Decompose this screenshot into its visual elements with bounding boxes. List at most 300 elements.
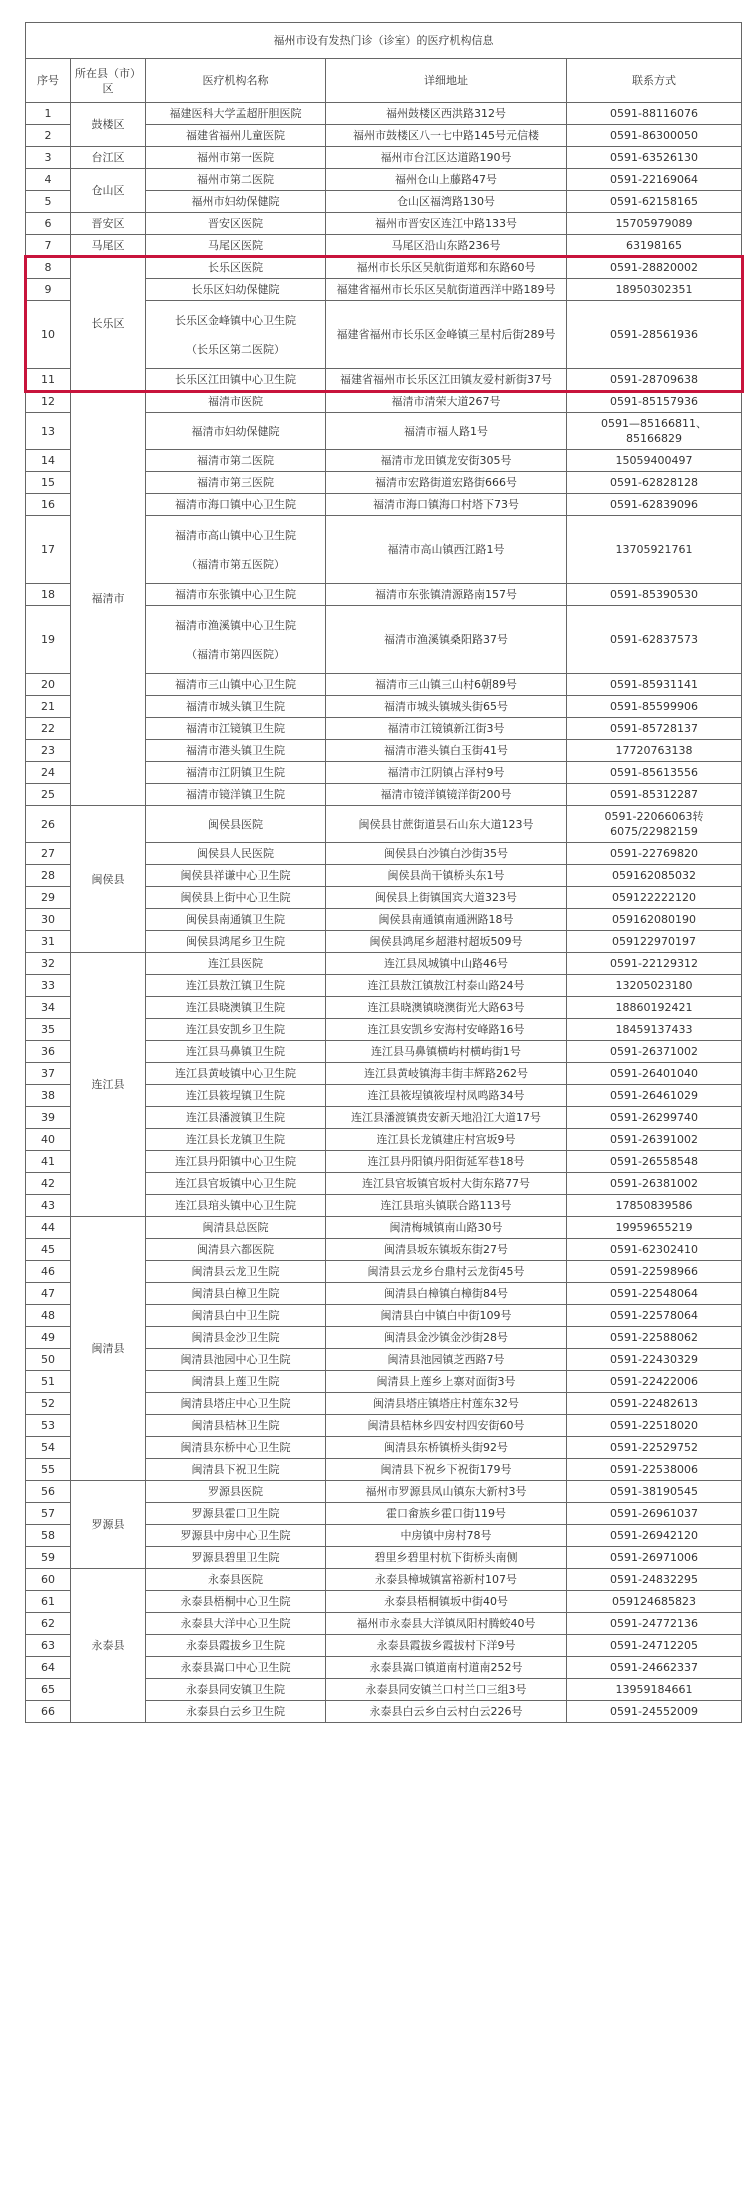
facility-name: 福州市第二医院 xyxy=(146,169,326,191)
facility-phone: 0591-26299740 xyxy=(567,1107,742,1129)
row-number: 5 xyxy=(26,191,71,213)
phone-line1: 0591—85166811、 xyxy=(601,417,708,430)
phone-line2: 6075/22982159 xyxy=(610,825,698,838)
row-number: 26 xyxy=(26,806,71,843)
facility-address: 闽侯县上街镇国宾大道323号 xyxy=(326,887,567,909)
facility-phone: 0591-24552009 xyxy=(567,1701,742,1723)
row-number: 13 xyxy=(26,413,71,450)
facility-phone: 0591-26391002 xyxy=(567,1129,742,1151)
facility-address: 福建省福州市长乐区金峰镇三星村后街289号 xyxy=(326,301,567,369)
facility-name: 福清市第三医院 xyxy=(146,472,326,494)
table-title: 福州市设有发热门诊（诊室）的医疗机构信息 xyxy=(26,23,742,59)
hospital-table xyxy=(25,22,742,1723)
facility-address: 福清市江镜镇新江街3号 xyxy=(326,718,567,740)
facility-name: 闽清县六都医院 xyxy=(146,1239,326,1261)
facility-phone: 0591-22169064 xyxy=(567,169,742,191)
facility-name: 永泰县医院 xyxy=(146,1569,326,1591)
facility-address: 福清市海口镇海口村塔下73号 xyxy=(326,494,567,516)
facility-address: 福清市三山镇三山村6朝89号 xyxy=(326,674,567,696)
row-number: 22 xyxy=(26,718,71,740)
row-number: 48 xyxy=(26,1305,71,1327)
facility-name: 闽清县云龙卫生院 xyxy=(146,1261,326,1283)
row-number: 39 xyxy=(26,1107,71,1129)
row-number: 64 xyxy=(26,1657,71,1679)
facility-name: 福州市第一医院 xyxy=(146,147,326,169)
facility-address: 闽清县池园镇芝西路7号 xyxy=(326,1349,567,1371)
district-cell: 闽清县 xyxy=(71,1217,146,1481)
facility-address: 永泰县嵩口镇道南村道南252号 xyxy=(326,1657,567,1679)
facility-name: 罗源县碧里卫生院 xyxy=(146,1547,326,1569)
facility-name: 永泰县梧桐中心卫生院 xyxy=(146,1591,326,1613)
table-caption-row xyxy=(26,23,742,59)
facility-address: 永泰县同安镇兰口村兰口三组3号 xyxy=(326,1679,567,1701)
row-number: 1 xyxy=(26,103,71,125)
facility-address: 闽清县白樟镇白樟街84号 xyxy=(326,1283,567,1305)
table-row xyxy=(26,257,742,279)
facility-name: 闽清县总医院 xyxy=(146,1217,326,1239)
row-number: 49 xyxy=(26,1327,71,1349)
facility-name: 闽侯县上街中心卫生院 xyxy=(146,887,326,909)
facility-phone: 13205023180 xyxy=(567,975,742,997)
header-name: 医疗机构名称 xyxy=(146,59,326,103)
facility-name: 连江县医院 xyxy=(146,953,326,975)
facility-name: 连江县官坂镇中心卫生院 xyxy=(146,1173,326,1195)
facility-address: 闽清县坂东镇坂东街27号 xyxy=(326,1239,567,1261)
facility-name: 福清市海口镇中心卫生院 xyxy=(146,494,326,516)
row-number: 11 xyxy=(26,369,71,391)
phone-line2: 85166829 xyxy=(626,432,683,445)
row-number: 52 xyxy=(26,1393,71,1415)
row-number: 34 xyxy=(26,997,71,1019)
row-number: 28 xyxy=(26,865,71,887)
table-row xyxy=(26,1217,742,1239)
facility-name xyxy=(146,606,326,674)
facility-phone: 0591-22422006 xyxy=(567,1371,742,1393)
facility-address: 福清市镜洋镇镜洋街200号 xyxy=(326,784,567,806)
facility-name xyxy=(146,301,326,369)
facility-name: 连江县长龙镇卫生院 xyxy=(146,1129,326,1151)
facility-phone: 18459137433 xyxy=(567,1019,742,1041)
facility-phone: 0591-26558548 xyxy=(567,1151,742,1173)
facility-phone: 059122970197 xyxy=(567,931,742,953)
facility-phone: 0591-62158165 xyxy=(567,191,742,213)
facility-name-line2: （长乐区第二医院） xyxy=(186,342,285,356)
facility-phone: 0591-85312287 xyxy=(567,784,742,806)
facility-name: 长乐区江田镇中心卫生院 xyxy=(146,369,326,391)
district-cell: 台江区 xyxy=(71,147,146,169)
facility-address: 闽清县云龙乡台鼎村云龙街45号 xyxy=(326,1261,567,1283)
facility-phone: 0591-22769820 xyxy=(567,843,742,865)
row-number: 44 xyxy=(26,1217,71,1239)
row-number: 50 xyxy=(26,1349,71,1371)
facility-address: 连江县长龙镇建庄村宫坂9号 xyxy=(326,1129,567,1151)
row-number: 62 xyxy=(26,1613,71,1635)
facility-address: 福州市鼓楼区八一七中路145号元信楼 xyxy=(326,125,567,147)
row-number: 58 xyxy=(26,1525,71,1547)
row-number: 53 xyxy=(26,1415,71,1437)
facility-phone: 17720763138 xyxy=(567,740,742,762)
facility-phone: 0591-85157936 xyxy=(567,391,742,413)
facility-phone: 0591-28561936 xyxy=(567,301,742,369)
facility-phone: 0591-38190545 xyxy=(567,1481,742,1503)
facility-address: 福清市渔溪镇桑阳路37号 xyxy=(326,606,567,674)
facility-phone: 0591-26961037 xyxy=(567,1503,742,1525)
table-row xyxy=(26,391,742,413)
facility-name: 闽侯县鸿尾乡卫生院 xyxy=(146,931,326,953)
facility-phone: 15059400497 xyxy=(567,450,742,472)
row-number: 55 xyxy=(26,1459,71,1481)
row-number: 47 xyxy=(26,1283,71,1305)
row-number: 54 xyxy=(26,1437,71,1459)
facility-phone: 0591-22129312 xyxy=(567,953,742,975)
row-number: 42 xyxy=(26,1173,71,1195)
facility-address: 连江县潘渡镇贵安新天地沿江大道17号 xyxy=(326,1107,567,1129)
facility-address: 闽侯县尚干镇桥头东1号 xyxy=(326,865,567,887)
table-row xyxy=(26,806,742,843)
facility-phone xyxy=(567,413,742,450)
row-number: 59 xyxy=(26,1547,71,1569)
facility-address: 闽清县下祝乡下祝街179号 xyxy=(326,1459,567,1481)
facility-phone: 059124685823 xyxy=(567,1591,742,1613)
row-number: 32 xyxy=(26,953,71,975)
facility-name: 连江县马鼻镇卫生院 xyxy=(146,1041,326,1063)
facility-address: 福清市福人路1号 xyxy=(326,413,567,450)
facility-address: 福清市东张镇清源路南157号 xyxy=(326,584,567,606)
facility-name: 福州市妇幼保健院 xyxy=(146,191,326,213)
facility-address: 福清市江阴镇占泽村9号 xyxy=(326,762,567,784)
district-cell: 闽侯县 xyxy=(71,806,146,953)
facility-name: 福清市江镜镇卫生院 xyxy=(146,718,326,740)
facility-name: 闽清县东桥中心卫生院 xyxy=(146,1437,326,1459)
facility-name: 福清市三山镇中心卫生院 xyxy=(146,674,326,696)
facility-phone: 0591-62828128 xyxy=(567,472,742,494)
row-number: 20 xyxy=(26,674,71,696)
row-number: 18 xyxy=(26,584,71,606)
facility-address: 马尾区沿山东路236号 xyxy=(326,235,567,257)
facility-name: 连江县黄岐镇中心卫生院 xyxy=(146,1063,326,1085)
facility-name: 连江县筱埕镇卫生院 xyxy=(146,1085,326,1107)
facility-phone: 0591-24772136 xyxy=(567,1613,742,1635)
facility-name: 闽清县白樟卫生院 xyxy=(146,1283,326,1305)
facility-phone: 0591-22518020 xyxy=(567,1415,742,1437)
row-number: 17 xyxy=(26,516,71,584)
facility-address: 连江县凤城镇中山路46号 xyxy=(326,953,567,975)
facility-phone: 0591-24712205 xyxy=(567,1635,742,1657)
facility-name: 闽侯县人民医院 xyxy=(146,843,326,865)
table-row xyxy=(26,169,742,191)
facility-address: 连江县黄岐镇海丰街丰辉路262号 xyxy=(326,1063,567,1085)
facility-phone: 13959184661 xyxy=(567,1679,742,1701)
table-row xyxy=(26,147,742,169)
row-number: 14 xyxy=(26,450,71,472)
facility-phone: 0591-26371002 xyxy=(567,1041,742,1063)
facility-phone: 0591-86300050 xyxy=(567,125,742,147)
facility-address: 闽侯县南通镇南通洲路18号 xyxy=(326,909,567,931)
facility-address: 霍口畲族乡霍口街119号 xyxy=(326,1503,567,1525)
facility-name: 连江县晓澳镇卫生院 xyxy=(146,997,326,1019)
facility-address: 闽清县金沙镇金沙街28号 xyxy=(326,1327,567,1349)
row-number: 41 xyxy=(26,1151,71,1173)
row-number: 31 xyxy=(26,931,71,953)
facility-name: 福建医科大学孟超肝胆医院 xyxy=(146,103,326,125)
row-number: 60 xyxy=(26,1569,71,1591)
facility-name: 连江县琯头镇中心卫生院 xyxy=(146,1195,326,1217)
facility-name: 马尾区医院 xyxy=(146,235,326,257)
row-number: 7 xyxy=(26,235,71,257)
facility-name: 闽清县金沙卫生院 xyxy=(146,1327,326,1349)
facility-address: 福州鼓楼区西洪路312号 xyxy=(326,103,567,125)
facility-name: 闽清县塔庄中心卫生院 xyxy=(146,1393,326,1415)
facility-address: 福州仓山上藤路47号 xyxy=(326,169,567,191)
facility-name-line1: 福清市渔溪镇中心卫生院 xyxy=(175,618,296,632)
row-number: 3 xyxy=(26,147,71,169)
facility-address: 福州市晋安区连江中路133号 xyxy=(326,213,567,235)
facility-address: 福清市龙田镇龙安街305号 xyxy=(326,450,567,472)
table-row xyxy=(26,1569,742,1591)
facility-phone: 0591-22538006 xyxy=(567,1459,742,1481)
facility-name: 闽侯县医院 xyxy=(146,806,326,843)
table-row xyxy=(26,235,742,257)
row-number: 43 xyxy=(26,1195,71,1217)
row-number: 38 xyxy=(26,1085,71,1107)
facility-name: 福清市港头镇卫生院 xyxy=(146,740,326,762)
facility-name: 长乐区妇幼保健院 xyxy=(146,279,326,301)
facility-name: 连江县敖江镇卫生院 xyxy=(146,975,326,997)
district-cell: 永泰县 xyxy=(71,1569,146,1723)
facility-address: 闽侯县甘蔗街道昙石山东大道123号 xyxy=(326,806,567,843)
row-number: 24 xyxy=(26,762,71,784)
row-number: 37 xyxy=(26,1063,71,1085)
facility-name: 永泰县霞拔乡卫生院 xyxy=(146,1635,326,1657)
facility-phone: 059122222120 xyxy=(567,887,742,909)
facility-name: 永泰县大洋中心卫生院 xyxy=(146,1613,326,1635)
facility-name: 福清市第二医院 xyxy=(146,450,326,472)
row-number: 45 xyxy=(26,1239,71,1261)
facility-address: 连江县晓澳镇晓澳街光大路63号 xyxy=(326,997,567,1019)
facility-name: 福清市江阴镇卫生院 xyxy=(146,762,326,784)
row-number: 23 xyxy=(26,740,71,762)
district-cell: 福清市 xyxy=(71,391,146,806)
facility-name: 连江县安凯乡卫生院 xyxy=(146,1019,326,1041)
facility-address: 闽清县塔庄镇塔庄村莲东32号 xyxy=(326,1393,567,1415)
row-number: 12 xyxy=(26,391,71,413)
facility-phone: 0591-28820002 xyxy=(567,257,742,279)
facility-phone: 0591-85728137 xyxy=(567,718,742,740)
facility-phone: 0591-26381002 xyxy=(567,1173,742,1195)
facility-address: 福清市清荣大道267号 xyxy=(326,391,567,413)
facility-phone: 19959655219 xyxy=(567,1217,742,1239)
row-number: 40 xyxy=(26,1129,71,1151)
line-gap xyxy=(149,543,322,557)
facility-name-line1: 福清市高山镇中心卫生院 xyxy=(175,528,296,542)
facility-address: 闽清梅城镇南山路30号 xyxy=(326,1217,567,1239)
district-cell: 连江县 xyxy=(71,953,146,1217)
facility-phone: 0591-26942120 xyxy=(567,1525,742,1547)
facility-phone: 0591-26971006 xyxy=(567,1547,742,1569)
facility-address: 连江县敖江镇敖江村泰山路24号 xyxy=(326,975,567,997)
facility-address: 仓山区福湾路130号 xyxy=(326,191,567,213)
facility-address: 连江县丹阳镇丹阳街延军巷18号 xyxy=(326,1151,567,1173)
facility-phone: 18950302351 xyxy=(567,279,742,301)
facility-name-line1: 长乐区金峰镇中心卫生院 xyxy=(175,313,296,327)
row-number: 8 xyxy=(26,257,71,279)
header-address: 详细地址 xyxy=(326,59,567,103)
facility-phone: 15705979089 xyxy=(567,213,742,235)
row-number: 27 xyxy=(26,843,71,865)
facility-name: 罗源县医院 xyxy=(146,1481,326,1503)
row-number: 2 xyxy=(26,125,71,147)
row-number: 16 xyxy=(26,494,71,516)
facility-address: 福清市港头镇白玉街41号 xyxy=(326,740,567,762)
row-number: 9 xyxy=(26,279,71,301)
row-number: 30 xyxy=(26,909,71,931)
facility-phone: 0591-22578064 xyxy=(567,1305,742,1327)
facility-phone: 0591-22482613 xyxy=(567,1393,742,1415)
facility-address: 闽侯县鸿尾乡超港村超坂509号 xyxy=(326,931,567,953)
facility-address: 福建省福州市长乐区江田镇友爱村新街37号 xyxy=(326,369,567,391)
facility-address: 连江县筱埕镇筱埕村凤鸣路34号 xyxy=(326,1085,567,1107)
facility-phone: 0591-85613556 xyxy=(567,762,742,784)
facility-address: 福清市宏路街道宏路街666号 xyxy=(326,472,567,494)
facility-phone: 0591-28709638 xyxy=(567,369,742,391)
facility-phone: 0591-26461029 xyxy=(567,1085,742,1107)
facility-phone: 059162085032 xyxy=(567,865,742,887)
district-cell: 鼓楼区 xyxy=(71,103,146,147)
row-number: 46 xyxy=(26,1261,71,1283)
line-gap xyxy=(149,633,322,647)
facility-name: 晋安区医院 xyxy=(146,213,326,235)
row-number: 51 xyxy=(26,1371,71,1393)
facility-phone: 63198165 xyxy=(567,235,742,257)
facility-name: 福建省福州儿童医院 xyxy=(146,125,326,147)
header-contact: 联系方式 xyxy=(567,59,742,103)
district-cell: 长乐区 xyxy=(71,257,146,391)
facility-name: 永泰县同安镇卫生院 xyxy=(146,1679,326,1701)
facility-name: 福清市镜洋镇卫生院 xyxy=(146,784,326,806)
facility-phone: 0591-24832295 xyxy=(567,1569,742,1591)
facility-address: 福州市罗源县凤山镇东大新村3号 xyxy=(326,1481,567,1503)
row-number: 21 xyxy=(26,696,71,718)
facility-address: 闽清县东桥镇桥头街92号 xyxy=(326,1437,567,1459)
facility-phone: 0591-63526130 xyxy=(567,147,742,169)
facility-name: 罗源县霍口卫生院 xyxy=(146,1503,326,1525)
district-cell: 罗源县 xyxy=(71,1481,146,1569)
facility-address: 永泰县梧桐镇坂中街40号 xyxy=(326,1591,567,1613)
row-number: 65 xyxy=(26,1679,71,1701)
facility-phone: 13705921761 xyxy=(567,516,742,584)
facility-name: 连江县丹阳镇中心卫生院 xyxy=(146,1151,326,1173)
facility-address: 福清市高山镇西江路1号 xyxy=(326,516,567,584)
facility-phone: 0591-85390530 xyxy=(567,584,742,606)
facility-name: 闽清县池园中心卫生院 xyxy=(146,1349,326,1371)
row-number: 15 xyxy=(26,472,71,494)
facility-phone: 0591-62302410 xyxy=(567,1239,742,1261)
facility-phone: 0591-62837573 xyxy=(567,606,742,674)
facility-name: 永泰县嵩口中心卫生院 xyxy=(146,1657,326,1679)
table-row xyxy=(26,1481,742,1503)
facility-name: 福清市妇幼保健院 xyxy=(146,413,326,450)
facility-address: 闽侯县白沙镇白沙街35号 xyxy=(326,843,567,865)
facility-address: 福州市台江区达道路190号 xyxy=(326,147,567,169)
table-header-row xyxy=(26,59,742,103)
district-cell: 马尾区 xyxy=(71,235,146,257)
facility-name: 闽清县上莲卫生院 xyxy=(146,1371,326,1393)
row-number: 57 xyxy=(26,1503,71,1525)
row-number: 4 xyxy=(26,169,71,191)
facility-address: 连江县马鼻镇横屿村横屿街1号 xyxy=(326,1041,567,1063)
facility-phone: 0591-88116076 xyxy=(567,103,742,125)
header-seq: 序号 xyxy=(26,59,71,103)
facility-phone: 0591-22598966 xyxy=(567,1261,742,1283)
row-number: 33 xyxy=(26,975,71,997)
facility-address: 碧里乡碧里村杭下街桥头南侧 xyxy=(326,1547,567,1569)
facility-name: 福清市医院 xyxy=(146,391,326,413)
row-number: 29 xyxy=(26,887,71,909)
facility-name: 闽清县桔林卫生院 xyxy=(146,1415,326,1437)
facility-phone: 0591-85599906 xyxy=(567,696,742,718)
facility-address: 福州市长乐区吴航街道郑和东路60号 xyxy=(326,257,567,279)
facility-address: 福清市城头镇城头街65号 xyxy=(326,696,567,718)
district-cell: 仓山区 xyxy=(71,169,146,213)
facility-name: 长乐区医院 xyxy=(146,257,326,279)
row-number: 19 xyxy=(26,606,71,674)
facility-name: 闽清县白中卫生院 xyxy=(146,1305,326,1327)
facility-phone: 0591-22529752 xyxy=(567,1437,742,1459)
facility-address: 连江县安凯乡安海村安峰路16号 xyxy=(326,1019,567,1041)
row-number: 36 xyxy=(26,1041,71,1063)
facility-address: 福建省福州市长乐区吴航街道西洋中路189号 xyxy=(326,279,567,301)
facility-name: 罗源县中房中心卫生院 xyxy=(146,1525,326,1547)
facility-name: 连江县潘渡镇卫生院 xyxy=(146,1107,326,1129)
facility-phone: 0591-22430329 xyxy=(567,1349,742,1371)
row-number: 66 xyxy=(26,1701,71,1723)
row-number: 25 xyxy=(26,784,71,806)
row-number: 35 xyxy=(26,1019,71,1041)
facility-name-line2: （福清市第五医院） xyxy=(186,557,285,571)
facility-name: 福清市东张镇中心卫生院 xyxy=(146,584,326,606)
header-district: 所在县（市）区 xyxy=(71,59,146,103)
row-number: 63 xyxy=(26,1635,71,1657)
facility-phone: 0591-62839096 xyxy=(567,494,742,516)
facility-phone: 0591-24662337 xyxy=(567,1657,742,1679)
table-row xyxy=(26,213,742,235)
row-number: 6 xyxy=(26,213,71,235)
facility-address: 闽清县白中镇白中街109号 xyxy=(326,1305,567,1327)
facility-phone: 059162080190 xyxy=(567,909,742,931)
facility-name: 福清市城头镇卫生院 xyxy=(146,696,326,718)
table-row xyxy=(26,103,742,125)
district-cell: 晋安区 xyxy=(71,213,146,235)
facility-name xyxy=(146,516,326,584)
row-number: 61 xyxy=(26,1591,71,1613)
facility-address: 连江县官坂镇官坂村大街东路77号 xyxy=(326,1173,567,1195)
line-gap xyxy=(149,328,322,342)
facility-address: 闽清县上莲乡上寨对面街3号 xyxy=(326,1371,567,1393)
table-body xyxy=(26,103,742,1723)
row-number: 10 xyxy=(26,301,71,369)
facility-address: 中房镇中房村78号 xyxy=(326,1525,567,1547)
facility-address: 永泰县白云乡白云村白云226号 xyxy=(326,1701,567,1723)
facility-name-line2: （福清市第四医院） xyxy=(186,647,285,661)
facility-address: 福州市永泰县大洋镇凤阳村腾蛟40号 xyxy=(326,1613,567,1635)
facility-phone xyxy=(567,806,742,843)
facility-address: 连江县琯头镇联合路113号 xyxy=(326,1195,567,1217)
facility-phone: 0591-22588062 xyxy=(567,1327,742,1349)
facility-address: 永泰县樟城镇富裕新村107号 xyxy=(326,1569,567,1591)
facility-phone: 0591-22548064 xyxy=(567,1283,742,1305)
facility-name: 闽侯县祥谦中心卫生院 xyxy=(146,865,326,887)
table-row xyxy=(26,953,742,975)
